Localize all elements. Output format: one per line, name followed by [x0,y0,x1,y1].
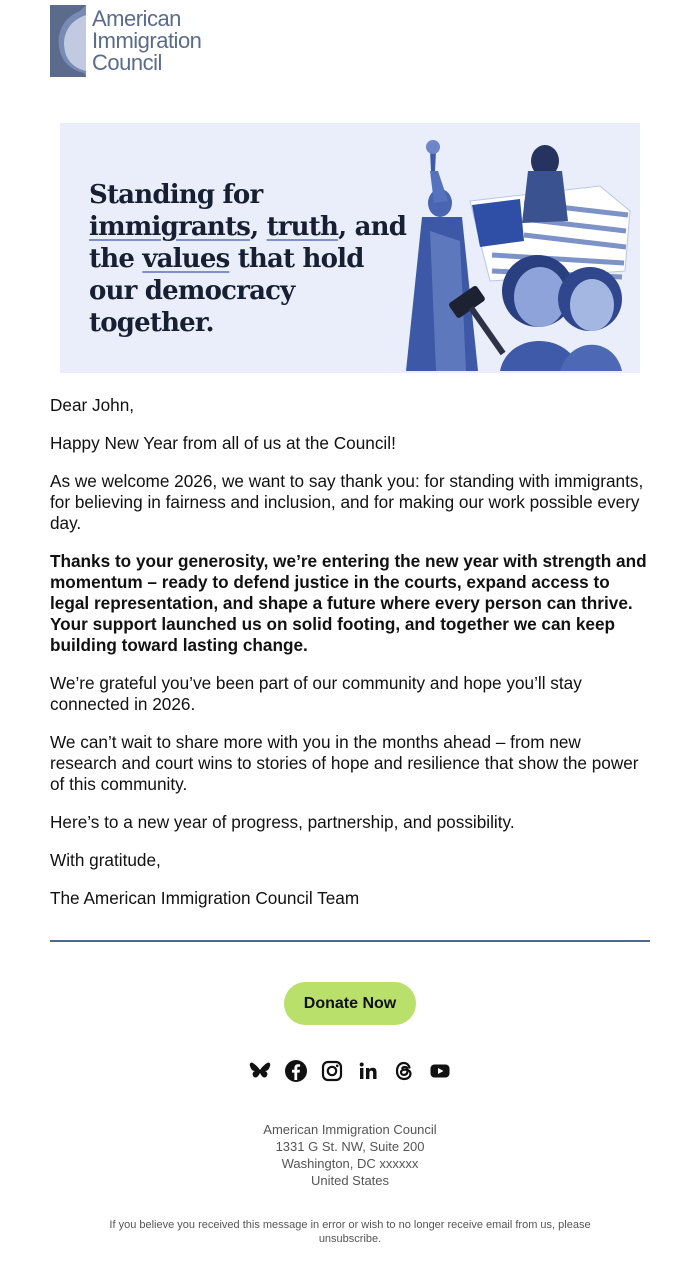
logo-line-1: American [92,6,181,31]
paragraph-1: Happy New Year from all of us at the Council! [50,433,396,453]
social-links [248,1058,452,1084]
logo-line-3: Council [92,50,162,75]
facebook-icon[interactable] [284,1059,308,1083]
footer-notice [80,1218,620,1246]
instagram-icon[interactable] [320,1059,344,1083]
unsubscribe-link[interactable]: unsubscribe. [318,1233,382,1245]
youtube-icon[interactable] [428,1059,452,1083]
address-country: United States [310,1173,390,1188]
headline-immigrants: immigrants [89,212,251,242]
section-divider [50,940,650,942]
address-city: Washington, DC xxxxxx [281,1156,419,1171]
notice-text: If you believe you received this message in error or wish to no longer receive email from us, please [109,1219,591,1231]
headline-text: , [250,212,267,242]
hero-banner [60,123,640,373]
logo-line-2: Immigration [92,28,202,53]
paragraph-2: As we welcome 2026, we want to say thank you: for standing with immigrants, for believing in fairness and inclusion, and for making our work possible every day. [50,471,644,533]
footer-address [0,1121,700,1189]
hero-headline [89,179,409,339]
paragraph-5: We can’t wait to share more with you in the months ahead – from new research and court wins to stories of hope and resilience that show the power of this community. [50,732,639,794]
paragraph-3-bold: Thanks to your generosity, we’re entering the new year with strength and momentum – ready to defend justice in the courts, expand access to legal representation, and shape a future where every person can thrive. Your support launched us on solid footing, and together we can keep building toward lasting change. [50,551,647,655]
headline-text: that hold our democracy together. [89,244,364,338]
threads-icon[interactable] [392,1059,416,1083]
headline-values: values [142,244,230,274]
closing: With gratitude, [50,850,161,870]
headline-text: , and the [89,212,407,274]
bluesky-icon[interactable] [248,1059,272,1083]
greeting: Dear John, [50,395,135,415]
address-org: American Immigration Council [263,1122,437,1137]
letter-body [50,395,650,926]
paragraph-6: Here’s to a new year of progress, partnership, and possibility. [50,812,515,832]
headline-truth: truth [266,212,339,242]
organization-logo[interactable] [50,5,210,79]
logo-wordmark [92,8,201,74]
paragraph-4: We’re grateful you’ve been part of our community and hope you’ll stay connected in 2026. [50,673,582,714]
address-street: 1331 G St. NW, Suite 200 [275,1139,425,1154]
donate-button[interactable]: Donate Now [284,982,416,1025]
signature: The American Immigration Council Team [50,888,360,908]
headline-text: Standing for [89,180,263,210]
hero-collage-image [400,131,640,371]
linkedin-icon[interactable] [356,1059,380,1083]
logo-mark-icon [50,5,86,77]
